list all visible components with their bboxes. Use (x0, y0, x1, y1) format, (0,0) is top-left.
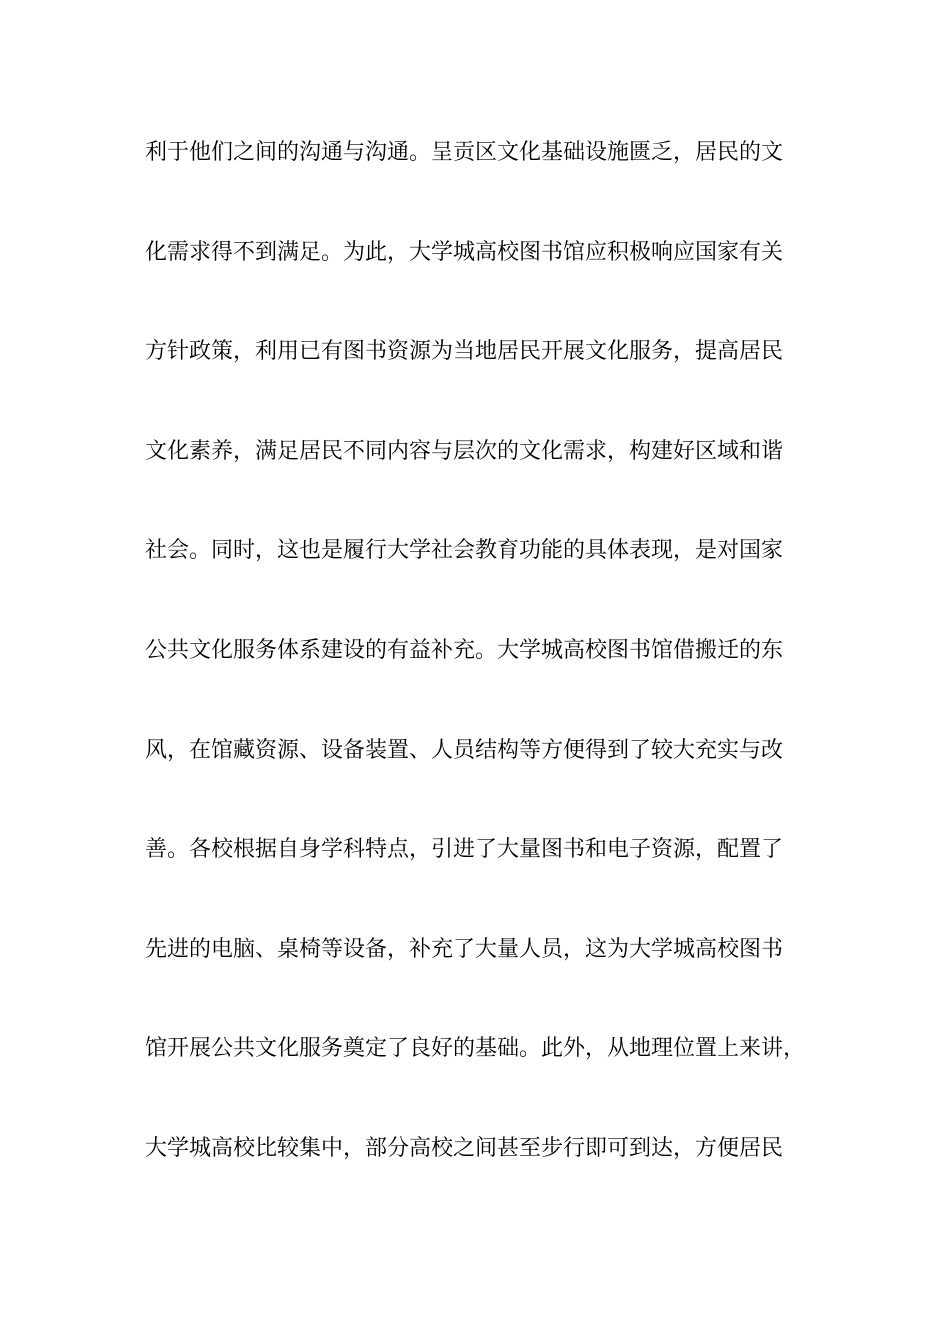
text-line-2: 化需求得不到满足。为此，大学城高校图书馆应积极响应国家有关 (145, 239, 784, 265)
text-line-5: 社会。同时，这也是履行大学社会教育功能的具体表现，是对国家 (145, 538, 784, 564)
text-line-8: 善。各校根据自身学科特点，引进了大量图书和电子资源，配置了 (145, 837, 784, 863)
body-text (145, 130, 825, 1226)
text-line-11: 大学城高校比较集中，部分高校之间甚至步行即可到达，方便居民 (145, 1135, 784, 1161)
text-line-10: 馆开展公共文化服务奠定了良好的基础。此外，从地理位置上来讲， (145, 1036, 806, 1062)
text-line-9: 先进的电脑、桌椅等设备，补充了大量人员，这为大学城高校图书 (145, 936, 784, 962)
text-line-1: 利于他们之间的沟通与沟通。呈贡区文化基础设施匮乏，居民的文 (145, 140, 784, 165)
text-line-6: 公共文化服务体系建设的有益补充。大学城高校图书馆借搬迁的东 (145, 637, 784, 663)
text-line-3: 方针政策，利用已有图书资源为当地居民开展文化服务，提高居民 (145, 339, 784, 365)
text-line-7: 风，在馆藏资源、设备装置、人员结构等方便得到了较大充实与改 (145, 737, 784, 763)
text-line-4: 文化素养，满足居民不同内容与层次的文化需求，构建好区域和谐 (145, 438, 784, 464)
